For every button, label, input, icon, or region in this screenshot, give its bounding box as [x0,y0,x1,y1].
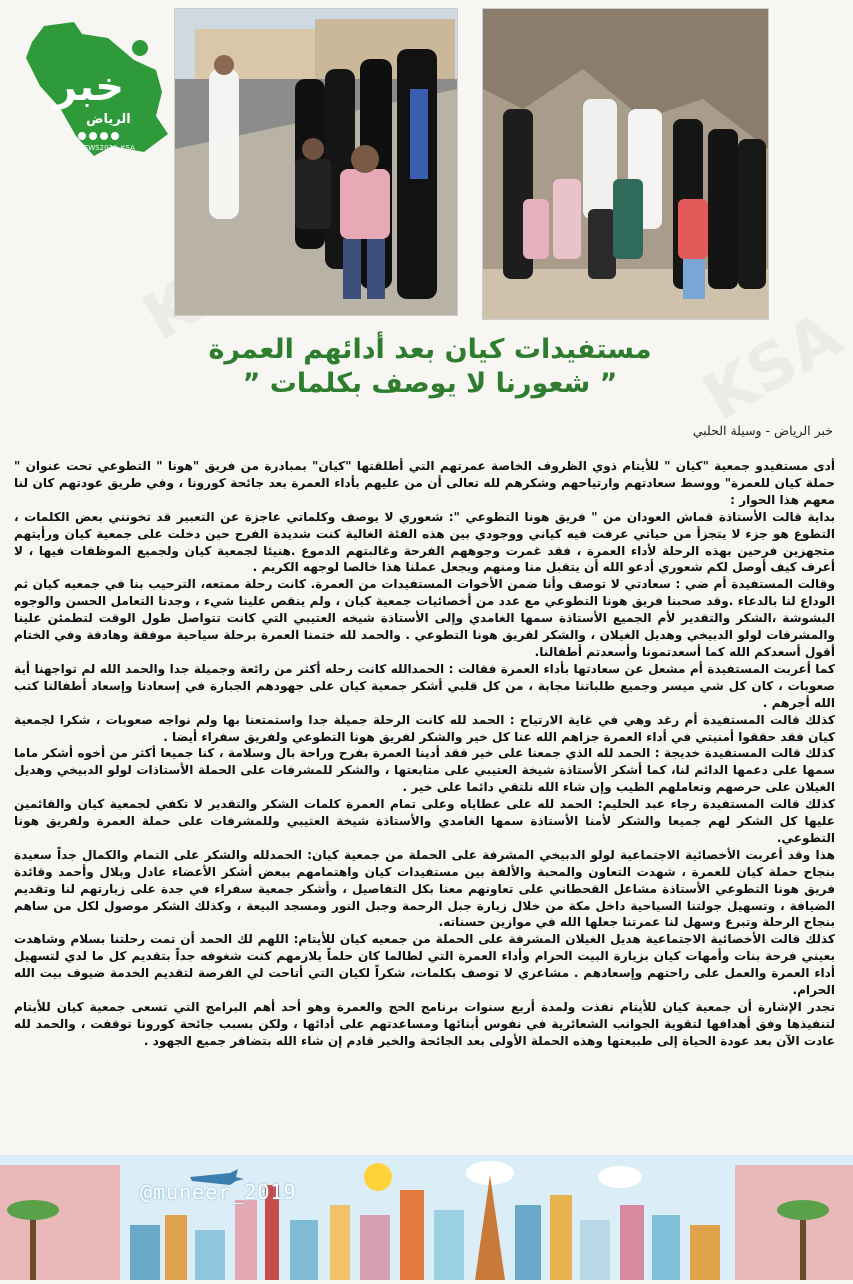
article-body [14,458,835,1148]
paragraph: كذلك قالت المستفيدة أم رغد وهي في غاية الارتياح : الحمد لله كانت الرحلة جميلة جدا واستمتعنا بها ولم نواجه صعوبات ، شكرا لجمعية كيان فقد حققوا أمنيتي في أداء العمرة جزاهم الله عنا كل خير والشكر لفريق هونا التطوعي ولفريق سفراء أيضا . [14,712,835,744]
paragraph: تجدر الإشارة أن جمعية كيان للأيتام نفذت ولمدة أربع سنوات برنامج الحج والعمرة وهو أحد أهم البرامج التي تسعى جمعية كيان للأيتام لتنفيذها وفق أهدافها لتقوية الجوانب الشعائرية في نفوس أبنائها ومساعدتهم على أدائها ، ولكن بسبب جائحة كورونا توقفت ، والحمد لله عادت الآن بعد عودة الحياة إلى طبيعتها وهذه الحملة الأولى بعد الجائحة والخير قادم إن شاء الله بتضافر جميع الجهود . [14,1000,835,1048]
paragraph: كذلك قالت المستفيدة خديجة : الحمد لله الذي جمعنا على خير فقد أدينا العمرة بفرح وراحة بال وسلامة ، كنا جميعا أكثر من أخوه أشكر ماما سمها على دعمها الدائم لنا، كما أشكر الأستاذة شيخة العتيبي على متابعتها ، والشكر للمشرفات على الحملة الأستاذات لولو الدبيخي وهديل الغيلان على حرصهم وتعاملهم الطيب وإن شاء الله نلتقي دائما على خير . [14,746,835,795]
logo-handle: KNEWS2030_KSA [74,144,135,152]
paragraph: كذلك قالت الأخصائية الاجتماعية هديل الغيلان المشرفة على الحملة من جمعيه كيان للأيتام: اللهم لك الحمد أن تمت رحلتنا بسلام وشاهدت بعيني فرحة بنات وأمهات كيان بزيارة البيت الحرام وأداء العمرة التي لطالما كان حلماً يلازمهم كنت شغوفه جداً بتقديم كل ما لدي لتسهيل أداء العمرة والعمل على راحتهم وإسعادهم . مشاعري لا توصف بكلمات، شكراً لكيان التي أتاحت لي الفرصة لتقديم الخدمة ضيوف بيت الله الحرام. [14,932,835,998]
instagram-icon [100,132,108,140]
logo-sub-text: الرياض [86,112,131,127]
photo-group-street [174,8,458,316]
snapchat-icon [78,132,86,140]
photo-group-mountain [482,8,769,320]
paragraph: بداية قالت الأستاذة قماش العودان من " فريق هونا التطوعي ": شعوري لا يوصف وكلماتي عاجزة عن التعبير قد تخونني بعض الكلمات ، التطوع هو جزء لا يتجزأ من حياتي عرفت فيه كياني ووجودي بين هذه الفئة الغالية كنت شديدة الفرح حين دخلت على جمعية كيان ورأيتهم متجهزين فرحين بهذه الرحلة لأداء العمرة ، فقد غمرت وجوههم الفرحة وغالبتهم الدموع .هنيئا لجمعية كيان ولجميع الموظفات فيها ، لا أعرف كيف أوصل لكم شعوري أدعو الله أن يتقبل منا ومنهم ويجعل عملنا هذا خالصا لوجهه الكريم . [14,509,835,575]
paragraph: أدى مستفيدو جمعية "كيان " للأيتام ذوي الظروف الخاصة عمرتهم التي أطلقتها "كيان" بمبادرة من فريق "هونا " التطوعي تحت عنوان " حملة كيان للعمرة" ووسط سعادتهم وارتياحهم وشكرهم لله تعالى أن من عليهم بأداء العمرة بعد جائحة كورونا ، وفي طريق عودتهم كان لنا معهم هذا الحوار : [14,459,835,507]
social-icons [78,132,119,140]
paragraph: كذلك قالت المستفيدة رجاء عبد الحليم: الحمد لله على عطاياه وعلى تمام العمرة كلمات الشكر والتقدير لا تكفي لجمعية كيان والقائمين عليها كل الشكر لهم جميعا والشكر لأمنا الأستاذة سمها الغامدي والأستاذة شيخة العتيبي وللمشرفات على حملة العمرة ولفريق هونا التطوعي. [14,797,835,845]
instagram-handle: @muneer_2019 [140,1180,297,1204]
twitter-icon [89,132,97,140]
youtube-icon [111,132,119,140]
headline-line-2: ” شعورنا لا يوصف بكلمات ” [242,368,618,399]
khabar-riyadh-logo [16,12,176,162]
logo-main-text: خبر [54,64,125,110]
paragraph: كما أعربت المستفيدة أم مشعل عن سعادتها بأداء العمرة فقالت : الحمدالله كانت رحله أكثر من رائعة وجميلة جدا والحمد الله لم تواجهنا أية صعوبات ، كان كل شي ميسر وجميع طلباتنا مجابة ، من كل قلبي أشكر جمعية كيان على جهودهم الجبارة في إسعادنا وإسعاد أطفالنا كتب الله أجرهم . [14,661,835,710]
paragraph: وقالت المستفيدة أم ضي : سعادتي لا توصف وأنا ضمن الأخوات المستفيدات من العمرة. كانت رحلة ممتعه، الترحيب بنا في جمعيه كيان ثم الوداع لنا بالدعاء .وقد صحبنا فريق هونا التطوعي مع عدد من أخصائيات جمعية كيان ، ولم ينقص علينا شيء ، وجدنا التعامل الحسن والوجوه البشوشة ،الشكر والتقدير لأم الجميع الأستاذة سمها الغامدي وإلى الأستاذة شيخه العتيبي التي كانت تتواصل طول الوقت لتطمئن علينا والمشرفات لولو الدبيخي وهديل الغيلان ، والشكر لفريق هونا التطوعي . والحمد لله ختمنا العمرة برحلة سياحية موفقة وهادفة وفي الختام أقول أسعدكم الله كما أسعدتمونا وأسعدتم أطفالنا. [14,577,835,659]
headline-line-1: مستفيدات كيان بعد أدائهم العمرة [208,334,652,365]
footer-skyline [0,1155,853,1280]
paragraph: هذا وقد أعربت الأخصائية الاجتماعية لولو الدبيخي المشرفة على الحملة من جمعية كيان: الحمدلله والشكر على التمام والكمال جداً سعيدة بنجاح حملة كيان للعمرة ، شهدت التعاون والمحبة والألفة بين مستفيدات كيان واهتمامهم ببعض أشكر الأعضاء عادل وبلال وأحمد وقائدة فريق هونا التطوعي الأستاذة مشاعل القحطاني على تعاونهم معنا بكل التفاصيل ، وأشكر جمعية سفراء في جدة على زيارتهم لنا وتقديم الضيافة ، وتسهيل جولتنا السياحية داخل مكة من خلال زيارة جبل الرحمة وجبل النور ومسجد البيعة ، وكذلك الشكر موصول لكل من ساهم بنجاح الرحلة وتبرع وسهل لنا عمرتنا جعلها الله في موازين حسناته. [14,847,835,930]
byline: خبر الرياض - وسيلة الحلبي [692,423,833,438]
